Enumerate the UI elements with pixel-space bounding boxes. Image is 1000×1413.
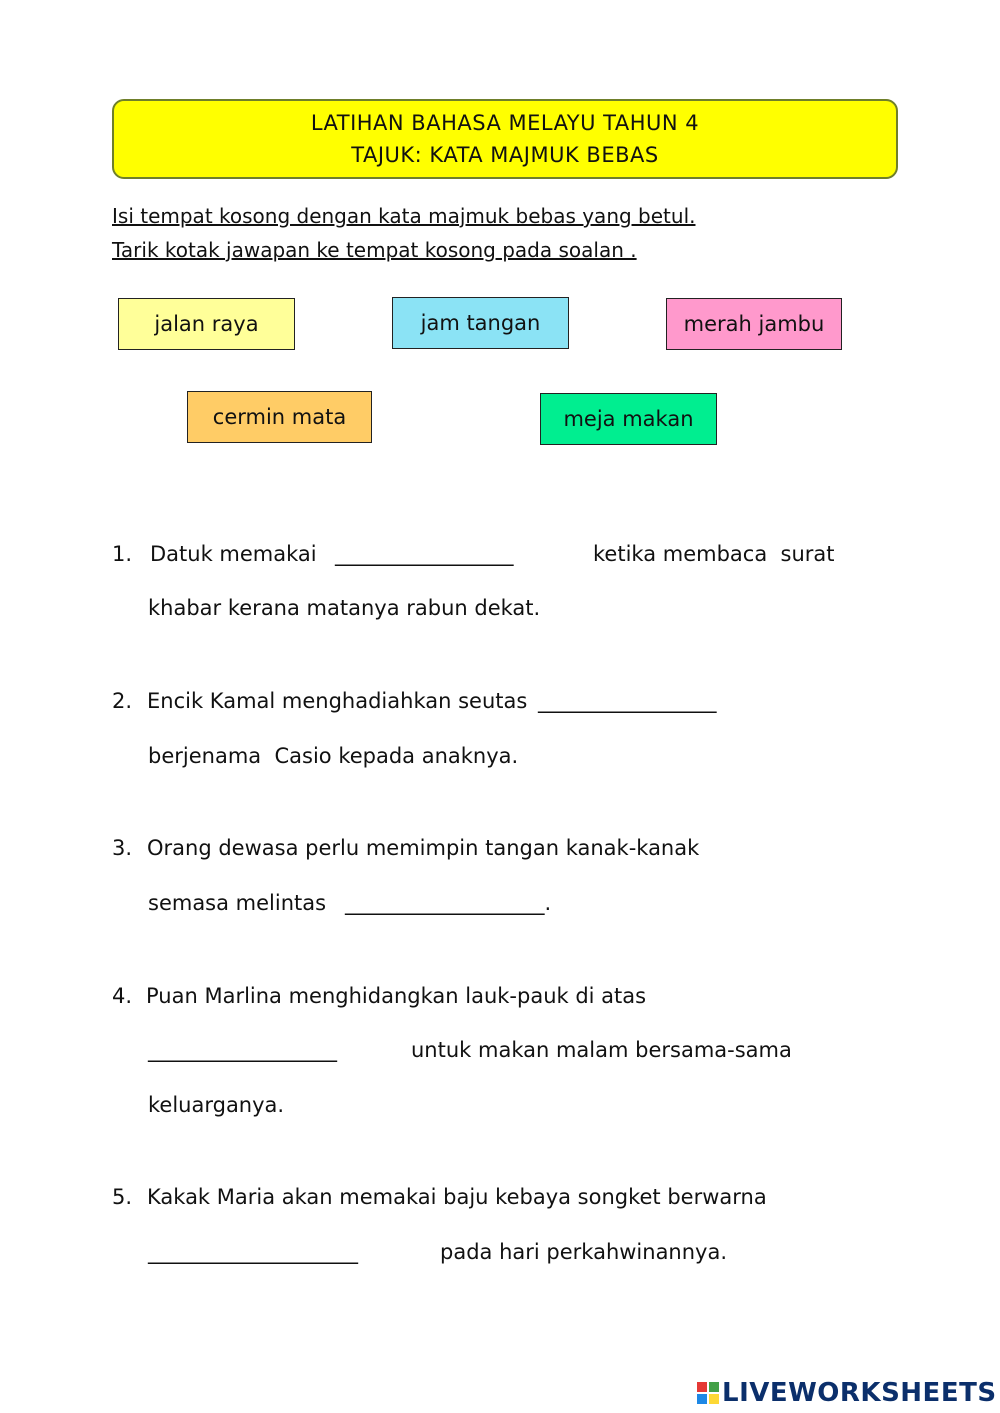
question-4-number: 4. xyxy=(112,984,133,1008)
question-1-text: Datuk memakai xyxy=(150,542,317,566)
question-3-number: 3. xyxy=(112,836,133,860)
question-2-text: Encik Kamal menghadiahkan seutas xyxy=(147,689,528,713)
question-2-blank[interactable]: _________________ xyxy=(538,689,717,713)
question-1-number: 1. xyxy=(112,542,133,566)
liveworksheets-brand: LIVEWORKSHEETS xyxy=(722,1378,997,1408)
question-3-line-2: semasa melintas xyxy=(148,891,327,915)
answer-chip-jam-tangan[interactable]: jam tangan xyxy=(392,297,569,349)
question-5-blank[interactable]: ____________________ xyxy=(148,1240,358,1264)
title-box xyxy=(112,99,898,179)
question-4-text-after: untuk makan malam bersama-sama xyxy=(411,1038,792,1062)
instruction-line-2: Tarik kotak jawapan ke tempat kosong pada soalan . xyxy=(112,238,637,262)
liveworksheets-logo xyxy=(697,1378,997,1408)
question-5-text: Kakak Maria akan memakai baju kebaya songket berwarna xyxy=(147,1185,767,1209)
question-1-blank[interactable]: _________________ xyxy=(335,542,514,566)
answer-chip-meja-makan[interactable]: meja makan xyxy=(540,393,717,445)
question-1-line-2: khabar kerana matanya rabun dekat. xyxy=(148,596,541,620)
question-1-text-after: ketika membaca surat xyxy=(593,542,835,566)
question-3-text: Orang dewasa perlu memimpin tangan kanak-kanak xyxy=(147,836,700,860)
question-5-text-after: pada hari perkahwinannya. xyxy=(440,1240,728,1264)
worksheet-title: LATIHAN BAHASA MELAYU TAHUN 4 xyxy=(310,111,700,135)
answer-chip-cermin-mata[interactable]: cermin mata xyxy=(187,391,372,443)
question-5-number: 5. xyxy=(112,1185,133,1209)
question-4-text: Puan Marlina menghidangkan lauk-pauk di atas xyxy=(146,984,647,1008)
question-2-number: 2. xyxy=(112,689,133,713)
answer-chip-jalan-raya[interactable]: jalan raya xyxy=(118,298,295,350)
worksheet-topic: TAJUK: KATA MAJMUK BEBAS xyxy=(351,143,659,167)
question-2-line-2: berjenama Casio kepada anaknya. xyxy=(148,744,519,768)
answer-chip-merah-jambu[interactable]: merah jambu xyxy=(666,298,842,350)
question-3-blank[interactable]: ___________________. xyxy=(345,891,552,915)
liveworksheets-logo-icon xyxy=(697,1382,719,1404)
instruction-line-1: Isi tempat kosong dengan kata majmuk bebas yang betul. xyxy=(112,204,696,228)
question-4-blank[interactable]: __________________ xyxy=(148,1038,337,1062)
question-4-line-3: keluarganya. xyxy=(148,1093,285,1117)
